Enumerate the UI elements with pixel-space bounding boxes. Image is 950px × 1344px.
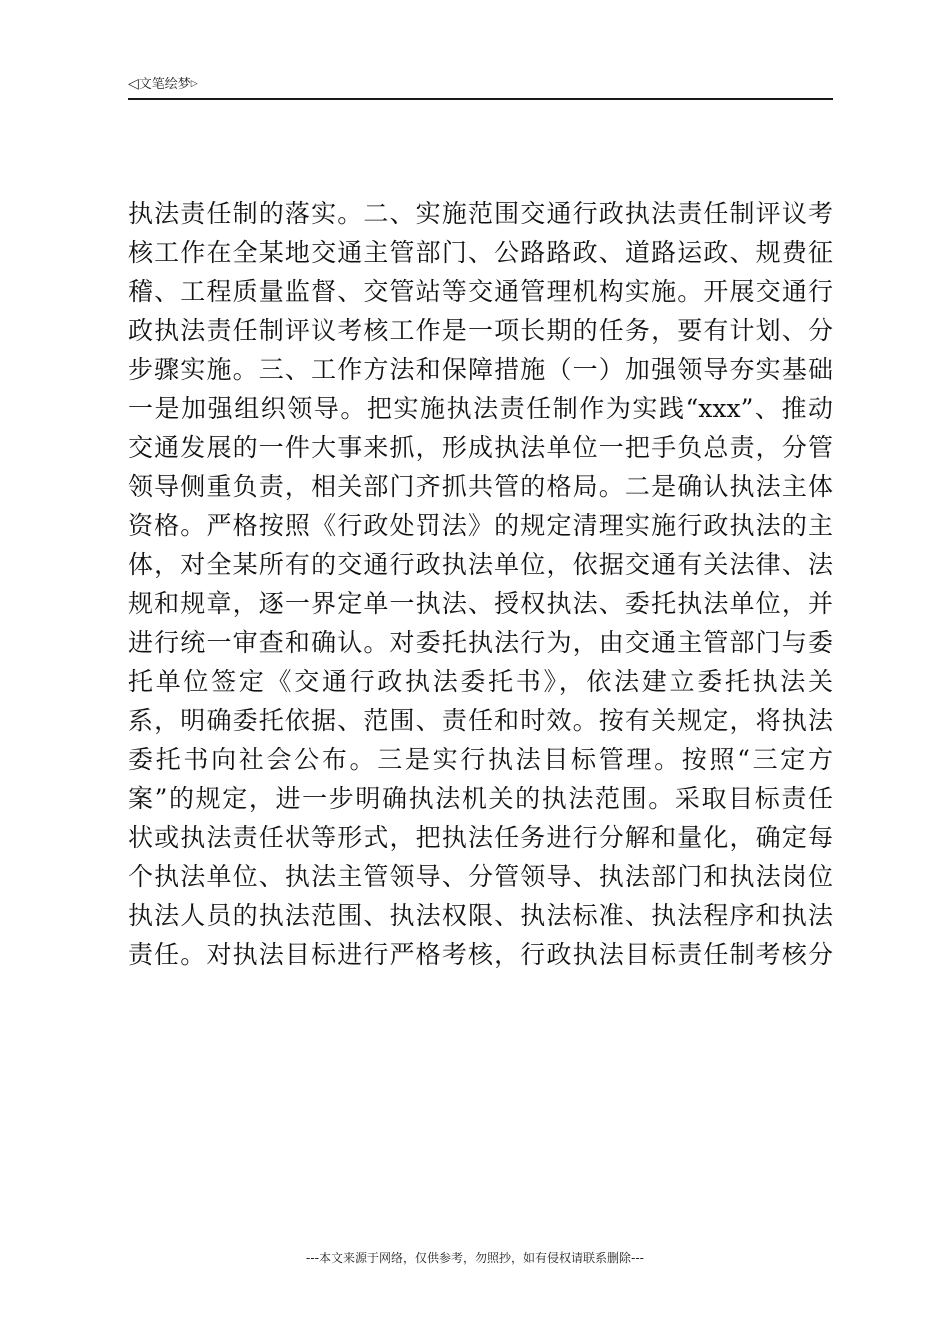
body-line: 领导侧重负责，相关部门齐抓共管的格局。二是确认执法主体 (128, 472, 833, 501)
body-line: 核工作在全某地交通主管部门、公路路政、道路运政、规费征 (128, 238, 833, 267)
body-line: 个执法单位、执法主管领导、分管领导、执法部门和执法岗位 (128, 862, 833, 891)
body-line: 规和规章，逐一界定单一执法、授权执法、委托执法单位，并 (128, 589, 833, 618)
body-line: 进行统一审查和确认。对委托执法行为，由交通主管部门与委 (128, 628, 833, 657)
right-triangle-icon: ▷ (190, 79, 198, 89)
body-line: 体，对全某所有的交通行政执法单位，依据交通有关法律、法 (128, 550, 833, 579)
body-line: 步骤实施。三、工作方法和保障措施（一）加强领导夯实基础 (128, 355, 833, 384)
body-line: 责任。对执法目标进行严格考核，行政执法目标责任制考核分 (128, 940, 833, 969)
body-line: 系，明确委托依据、范围、责任和时效。按有关规定，将执法 (128, 706, 833, 735)
left-triangle-icon: ◁ (128, 76, 139, 92)
body-line: 执法人员的执法范围、执法权限、执法标准、执法程序和执法 (128, 901, 833, 930)
page-footer-disclaimer: ---本文来源于网络，仅供参考，勿照抄，如有侵权请联系删除--- (306, 1251, 644, 1265)
body-line: 资格。严格按照《行政处罚法》的规定清理实施行政执法的主 (128, 511, 833, 540)
body-line: 交通发展的一件大事来抓，形成执法单位一把手负总责，分管 (128, 433, 833, 462)
header-brand (128, 76, 198, 93)
body-line: 案”的规定，进一步明确执法机关的执法范围。采取目标责任 (128, 784, 833, 813)
body-line: 稽、工程质量监督、交管站等交通管理机构实施。开展交通行 (128, 277, 833, 306)
body-line: 托单位签定《交通行政执法委托书》，依法建立委托执法关 (128, 667, 833, 696)
body-line: 政执法责任制评议考核工作是一项长期的任务，要有计划、分 (128, 316, 833, 345)
brand-name: 文笔绘梦 (138, 77, 191, 92)
document-body (128, 194, 833, 974)
page-header (128, 74, 833, 100)
body-line: 委托书向社会公布。三是实行执法目标管理。按照“三定方 (128, 745, 833, 774)
body-line: 状或执法责任状等形式，把执法任务进行分解和量化，确定每 (128, 823, 833, 852)
body-line: 一是加强组织领导。把实施执法责任制作为实践“xxx”、推动 (128, 394, 833, 423)
body-line: 执法责任制的落实。二、实施范围交通行政执法责任制评议考 (128, 199, 833, 228)
